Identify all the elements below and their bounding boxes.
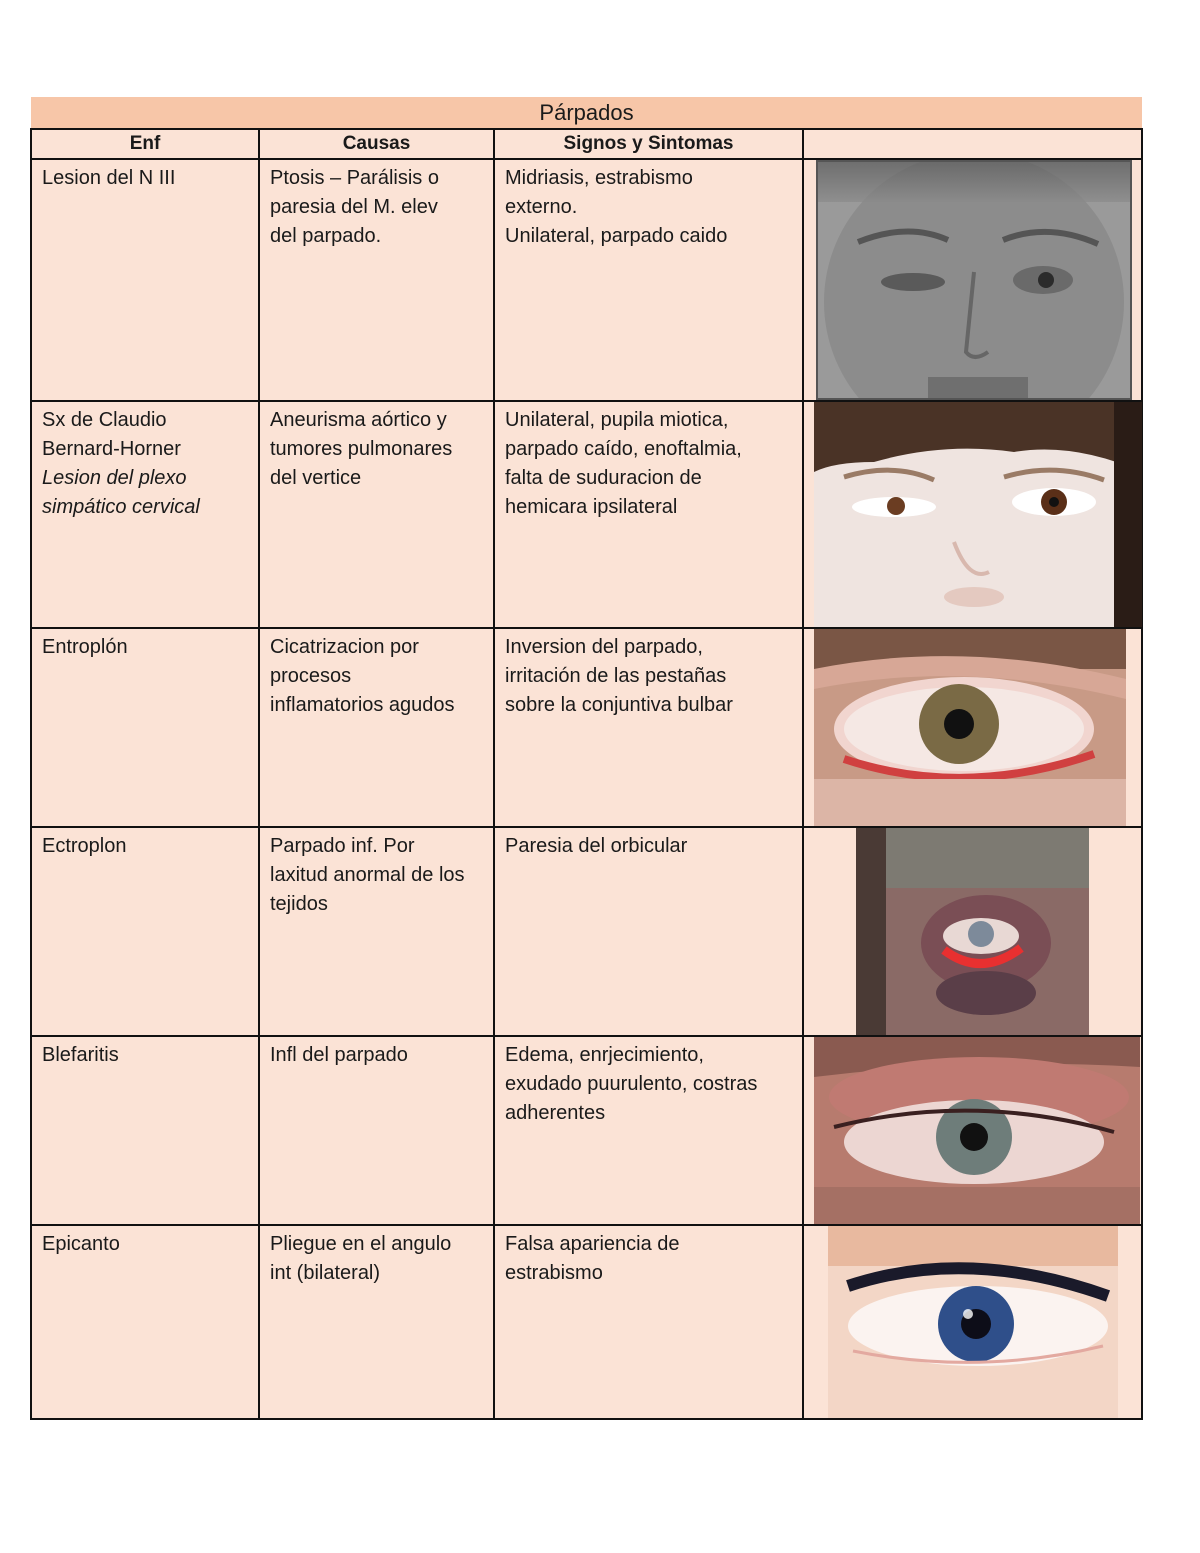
causas-text: del parpado.	[270, 225, 382, 247]
enf-text: Entroplón	[42, 636, 128, 658]
signos-text: Unilateral, pupila miotica,	[505, 409, 729, 431]
causas-text: Aneurisma aórtico y	[270, 409, 447, 431]
cell-signos	[494, 1036, 803, 1225]
causas-text: Pliegue en el angulo	[270, 1233, 452, 1255]
enf-text: Ectroplon	[42, 835, 127, 857]
eyelid-diseases-table	[30, 97, 1143, 1420]
table-row	[31, 827, 1142, 1036]
causas-text: Parpado inf. Por	[270, 835, 415, 857]
cell-image	[803, 628, 1142, 827]
causas-text: Ptosis – Parálisis o	[270, 167, 439, 189]
cell-signos	[494, 401, 803, 628]
causas-text: Infl del parpado	[270, 1044, 408, 1066]
causas-text: del vertice	[270, 467, 362, 489]
signos-text: Falsa apariencia de	[505, 1233, 680, 1255]
cell-image	[803, 1225, 1142, 1419]
column-header-image	[803, 129, 1142, 159]
causas-text: int (bilateral)	[270, 1262, 381, 1284]
signos-text: Midriasis, estrabismo	[505, 167, 693, 189]
cell-signos	[494, 827, 803, 1036]
column-header-signos: Signos y Sintomas	[494, 129, 803, 159]
signos-text: externo.	[505, 196, 578, 218]
entropion-eye-photo	[814, 629, 1126, 826]
cell-enf	[31, 1225, 259, 1419]
enf-text: Sx de Claudio	[42, 409, 167, 431]
cell-image	[803, 827, 1142, 1036]
causas-text: paresia del M. elev	[270, 196, 438, 218]
table-row	[31, 1225, 1142, 1419]
signos-text: estrabismo	[505, 1262, 603, 1284]
cell-image	[803, 401, 1142, 628]
grayscale-face-ptosis-photo	[818, 162, 1130, 398]
signos-text: adherentes	[505, 1102, 606, 1124]
signos-text: Unilateral, parpado caido	[505, 225, 728, 247]
enf-text: Epicanto	[42, 1233, 120, 1255]
cell-causas	[259, 628, 494, 827]
signos-text: sobre la conjuntiva bulbar	[505, 694, 733, 716]
cell-signos	[494, 628, 803, 827]
table-row	[31, 628, 1142, 827]
cell-enf	[31, 827, 259, 1036]
causas-text: tumores pulmonares	[270, 438, 453, 460]
signos-text: Paresia del orbicular	[505, 835, 688, 857]
cell-causas	[259, 1225, 494, 1419]
table-title: Párpados	[31, 97, 1142, 129]
ectropion-eye-photo	[856, 828, 1089, 1035]
column-header-causas: Causas	[259, 129, 494, 159]
enf-subtitle-text: Lesion del plexo	[42, 467, 187, 489]
child-eyes-photo	[814, 402, 1142, 627]
causas-text: laxitud anormal de los	[270, 864, 465, 886]
cell-enf	[31, 401, 259, 628]
signos-text: falta de suduracion de	[505, 467, 702, 489]
signos-text: Edema, enrjecimiento,	[505, 1044, 704, 1066]
cell-causas	[259, 1036, 494, 1225]
enf-text: Blefaritis	[42, 1044, 119, 1066]
cell-signos	[494, 159, 803, 401]
cell-signos	[494, 1225, 803, 1419]
enf-subtitle-text: simpático cervical	[42, 496, 200, 518]
causas-text: procesos	[270, 665, 352, 687]
signos-text: Inversion del parpado,	[505, 636, 703, 658]
cell-image	[803, 159, 1142, 401]
signos-text: irritación de las pestañas	[505, 665, 727, 687]
epicanthus-blue-eye-photo	[828, 1226, 1118, 1418]
cell-causas	[259, 401, 494, 628]
cell-image	[803, 1036, 1142, 1225]
cell-enf	[31, 1036, 259, 1225]
causas-text: inflamatorios agudos	[270, 694, 455, 716]
causas-text: Cicatrizacion por	[270, 636, 419, 658]
enf-text: Bernard-Horner	[42, 438, 181, 460]
cell-causas	[259, 827, 494, 1036]
cell-enf	[31, 159, 259, 401]
cell-enf	[31, 628, 259, 827]
causas-text: tejidos	[270, 893, 328, 915]
table-row	[31, 401, 1142, 628]
signos-text: hemicara ipsilateral	[505, 496, 678, 518]
cell-causas	[259, 159, 494, 401]
signos-text: parpado caído, enoftalmia,	[505, 438, 742, 460]
column-header-enf: Enf	[31, 129, 259, 159]
table-row	[31, 1036, 1142, 1225]
blepharitis-eye-photo	[814, 1037, 1140, 1224]
signos-text: exudado puurulento, costras	[505, 1073, 758, 1095]
table-row	[31, 159, 1142, 401]
enf-text: Lesion del N III	[42, 167, 176, 189]
